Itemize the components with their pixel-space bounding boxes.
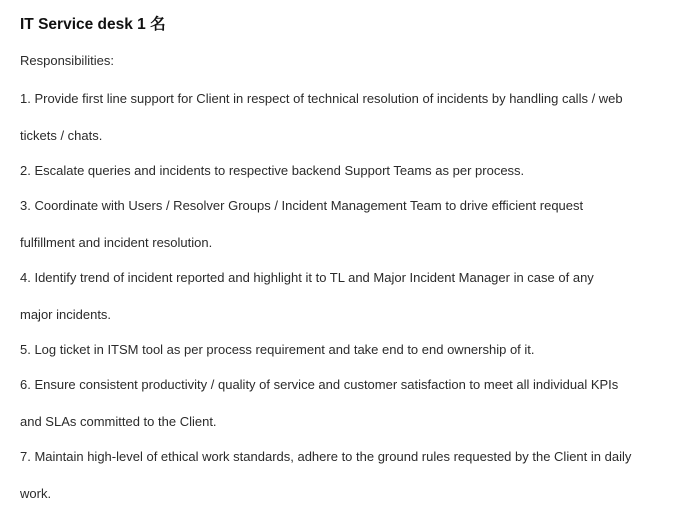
list-item — [20, 366, 670, 440]
list-item-line: 1. Provide first line support for Client in respect of technical resolution of incidents by handling calls / web — [20, 91, 623, 106]
list-item-line: 4. Identify trend of incident reported and highlight it to TL and Major Incident Manager in case of any — [20, 270, 594, 285]
list-item — [20, 187, 670, 261]
document — [20, 14, 670, 512]
list-item — [20, 331, 670, 368]
list-item-line: 2. Escalate queries and incidents to respective backend Support Teams as per process. — [20, 163, 525, 178]
list-item-line: fulfillment and incident resolution. — [20, 235, 213, 250]
list-item — [20, 438, 670, 512]
list-item-line: 6. Ensure consistent productivity / quality of service and customer satisfaction to meet all individual KPIs — [20, 377, 619, 392]
list-item-line: major incidents. — [20, 307, 112, 322]
section-label: Responsibilities: — [20, 53, 114, 68]
list-item — [20, 80, 670, 154]
list-item-line: 7. Maintain high-level of ethical work standards, adhere to the ground rules requested by the Client in daily — [20, 449, 632, 464]
list-item — [20, 152, 670, 189]
list-item-line: work. — [20, 486, 52, 501]
list-item-line: 3. Coordinate with Users / Resolver Groups / Incident Management Team to drive efficient request — [20, 198, 584, 213]
page-title: IT Service desk 1 名 — [20, 16, 166, 33]
list-item-line: and SLAs committed to the Client. — [20, 414, 217, 429]
responsibilities-list — [20, 80, 670, 512]
list-item-line: tickets / chats. — [20, 128, 103, 143]
list-item-line: 5. Log ticket in ITSM tool as per process requirement and take end to end ownership of it. — [20, 342, 535, 357]
list-item — [20, 259, 670, 333]
